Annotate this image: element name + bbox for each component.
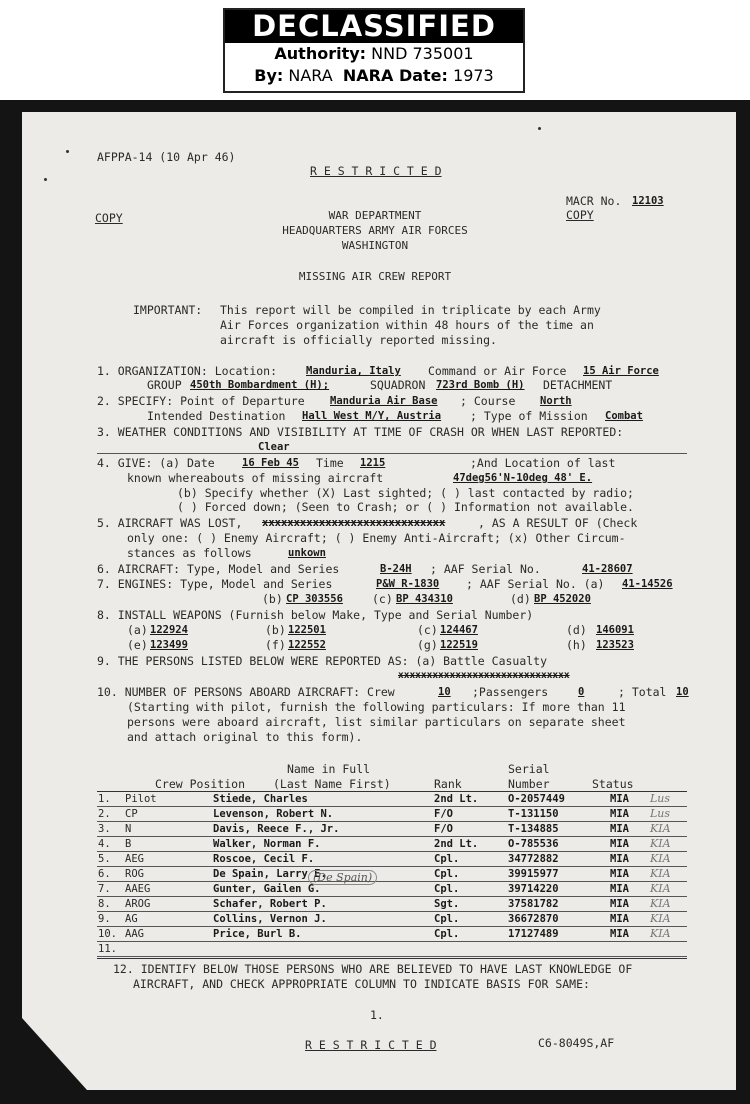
- macr-number: 12103: [632, 195, 664, 207]
- table-top-rule: [97, 791, 687, 792]
- crew-row-handwritten-status: KIA: [650, 912, 671, 925]
- crew-row-serial: 39915977: [508, 868, 559, 880]
- crew-row-status: MIA: [610, 838, 629, 850]
- item8-f-label: (f): [265, 638, 286, 652]
- item7-b-label: (b): [262, 592, 283, 606]
- folded-corner: [22, 1018, 87, 1090]
- crew-row-name: Gunter, Gailen G.: [213, 883, 321, 895]
- item1-group: 450th Bombardment (H);: [190, 379, 330, 391]
- crew-row-serial: 37581782: [508, 898, 559, 910]
- crew-row-rank: 2nd Lt.: [434, 793, 479, 805]
- item1-command-label: Command or Air Force: [428, 364, 567, 378]
- crew-row-status: MIA: [610, 928, 629, 940]
- item5-label: 5. AIRCRAFT WAS LOST,: [97, 516, 243, 530]
- row-rule: [97, 866, 687, 867]
- crew-row-number: 4.: [98, 838, 111, 850]
- table-bottom-rule: [97, 958, 687, 959]
- item10-total: 10: [676, 686, 689, 698]
- item7-serial-label: ; AAF Serial No. (a): [466, 577, 605, 591]
- crew-row-serial: 34772882: [508, 853, 559, 865]
- copy-right: COPY: [566, 208, 594, 222]
- item7-c-label: (c): [372, 592, 393, 606]
- crew-row-handwritten-status: Lus: [650, 807, 671, 820]
- crew-row-position: CP: [125, 808, 138, 820]
- city: WASHINGTON: [341, 239, 409, 252]
- item1-detachment: DETACHMENT: [543, 378, 613, 392]
- row-rule: [97, 806, 687, 807]
- item1-squadron-label: SQUADRON: [370, 378, 426, 392]
- item2-dest-label: Intended Destination: [147, 409, 286, 423]
- item1-squadron: 723rd Bomb (H): [436, 379, 525, 391]
- item6-serial: 41-28607: [582, 563, 633, 575]
- item9-label: 9. THE PERSONS LISTED BELOW WERE REPORTED AS: (a) Battle Casualty: [97, 654, 548, 668]
- crew-row-name: Walker, Norman F.: [213, 838, 321, 850]
- crew-row-name: Davis, Reece F., Jr.: [213, 823, 340, 835]
- row-rule: [97, 821, 687, 822]
- item4-location-label: ;And Location of last: [470, 456, 616, 470]
- crew-row-handwritten-status: Lus: [650, 792, 671, 805]
- item5-line2: only one: ( ) Enemy Aircraft; ( ) Enemy Anti-Aircraft; (x) Other Circum-: [127, 531, 626, 545]
- row-rule: [97, 926, 687, 927]
- item10-total-label: ; Total: [618, 685, 667, 699]
- crew-row-status: MIA: [610, 898, 629, 910]
- item4-time: 1215: [360, 457, 386, 469]
- declassified-stamp: [223, 8, 525, 93]
- item5-struck: xxxxxxxxxxxxxxxxxxxxxxxxxxxxx: [262, 517, 446, 529]
- item8-h-label: (h): [566, 638, 587, 652]
- speck: [66, 150, 69, 153]
- item6-type: B-24H: [380, 563, 412, 575]
- item8-g-label: (g): [417, 638, 438, 652]
- item4-coordinates: 47deg56'N-10deg 48' E.: [453, 472, 593, 484]
- item2-label: 2. SPECIFY: Point of Departure: [97, 394, 305, 408]
- item2-destination: Hall West M/Y, Austria: [302, 410, 442, 422]
- important-line-1: This report will be compiled in triplicate by each Army: [220, 303, 601, 317]
- item4-date: 16 Feb 45: [242, 457, 299, 469]
- despain-handwritten-note: (De Spain): [308, 870, 377, 885]
- crew-row-position: Pilot: [125, 793, 157, 805]
- crew-row-position: AEG: [125, 853, 144, 865]
- crew-row-number: 9.: [98, 913, 111, 925]
- crew-row-rank: 2nd Lt.: [434, 838, 479, 850]
- item3-weather: Clear: [258, 441, 290, 453]
- header-serial-number: Number: [508, 777, 550, 791]
- item3-rule: [97, 453, 687, 454]
- item2-departure: Manduria Air Base: [330, 395, 438, 407]
- item12-line2: AIRCRAFT, AND CHECK APPROPRIATE COLUMN TO INDICATE BASIS FOR SAME:: [133, 977, 590, 991]
- crew-row-handwritten-status: KIA: [650, 927, 671, 940]
- important-line-2: Air Forces organization within 48 hours of the time an: [220, 318, 594, 332]
- crew-row-number: 5.: [98, 853, 111, 865]
- crew-row-rank: Cpl.: [434, 868, 460, 880]
- item7-engine-a: 41-14526: [622, 578, 673, 590]
- item8-f: 122552: [288, 639, 326, 651]
- item10-crew: 10: [438, 686, 451, 698]
- crew-row-position: AAEG: [125, 883, 151, 895]
- item7-d-label: (d): [510, 592, 531, 606]
- crew-row-handwritten-status: KIA: [650, 837, 671, 850]
- speck: [44, 178, 47, 181]
- crew-row-status: MIA: [610, 913, 629, 925]
- item8-a: 122924: [150, 624, 188, 636]
- row-rule: [97, 911, 687, 912]
- crew-row-name: Levenson, Robert N.: [213, 808, 334, 820]
- crew-row-position: AROG: [125, 898, 151, 910]
- stamp-by: By: NARA NARA Date: 1973: [254, 66, 494, 85]
- item5-circumstances: unkown: [288, 547, 326, 559]
- item2-course: North: [540, 395, 572, 407]
- crew-row-number: 2.: [98, 808, 111, 820]
- item10-line4: and attach original to this form).: [127, 730, 363, 744]
- item5-line3: stances as follows: [127, 546, 252, 560]
- item10-line2: (Starting with pilot, furnish the following particulars: If more than 11: [127, 700, 626, 714]
- item2-mission-label: ; Type of Mission: [470, 409, 588, 423]
- header-rank: Rank: [434, 777, 462, 791]
- crew-row-number: 8.: [98, 898, 111, 910]
- important-label: IMPORTANT:: [133, 303, 203, 317]
- header-crew-position: Crew Position: [155, 777, 246, 791]
- crew-row-status: MIA: [610, 823, 629, 835]
- crew-row-handwritten-status: KIA: [650, 852, 671, 865]
- crew-row-rank: Cpl.: [434, 883, 460, 895]
- row-rule: [97, 941, 687, 942]
- important-line-3: aircraft is officially reported missing.: [220, 333, 497, 347]
- crew-row-serial: T-134885: [508, 823, 559, 835]
- item8-b: 122501: [288, 624, 326, 636]
- crew-row-name: De Spain, Larry E.: [213, 868, 327, 880]
- item5-rest: , AS A RESULT OF (Check: [478, 516, 638, 530]
- restricted-top: R E S T R I C T E D: [310, 164, 442, 178]
- form-id: AFPPA-14 (10 Apr 46): [97, 150, 236, 164]
- row-rule: [97, 896, 687, 897]
- item1-location: Manduria, Italy: [306, 365, 401, 377]
- crew-row-serial: O-785536: [508, 838, 559, 850]
- crew-row-status: MIA: [610, 883, 629, 895]
- item8-h: 123523: [596, 639, 634, 651]
- page-number: 1.: [370, 1008, 384, 1022]
- stamp-title: DECLASSIFIED: [225, 10, 523, 43]
- item8-e: 123499: [150, 639, 188, 651]
- crew-row-rank: F/O: [434, 823, 453, 835]
- item3-label: 3. WEATHER CONDITIONS AND VISIBILITY AT TIME OF CRASH OR WHEN LAST REPORTED:: [97, 425, 624, 439]
- crew-row-name: Collins, Vernon J.: [213, 913, 327, 925]
- crew-row-handwritten-status: KIA: [650, 897, 671, 910]
- crew-row-name: Stiede, Charles: [213, 793, 308, 805]
- crew-row-position: AG: [125, 913, 138, 925]
- crew-row-number: 6.: [98, 868, 111, 880]
- crew-row-serial: 17127489: [508, 928, 559, 940]
- crew-row-number: 11.: [98, 943, 117, 955]
- item8-g: 122519: [440, 639, 478, 651]
- crew-row-rank: Sgt.: [434, 898, 460, 910]
- item8-c: 124467: [440, 624, 478, 636]
- war-department: WAR DEPARTMENT: [328, 209, 422, 222]
- crew-row-position: AAG: [125, 928, 144, 940]
- restricted-bottom: R E S T R I C T E D: [305, 1038, 437, 1052]
- item6-label: 6. AIRCRAFT: Type, Model and Series: [97, 562, 340, 576]
- item7-engine-d: BP 452020: [534, 593, 591, 605]
- item8-d: 146091: [596, 624, 634, 636]
- header-serial: Serial: [508, 762, 550, 776]
- item1-command: 15 Air Force: [583, 365, 659, 377]
- crew-row-serial: O-2057449: [508, 793, 565, 805]
- item10-passengers-label: ;Passengers: [472, 685, 549, 699]
- crew-row-name: Price, Burl B.: [213, 928, 302, 940]
- crew-row-rank: Cpl.: [434, 853, 460, 865]
- item8-e-label: (e): [127, 638, 148, 652]
- crew-row-rank: Cpl.: [434, 928, 460, 940]
- crew-row-name: Schafer, Robert P.: [213, 898, 327, 910]
- item8-d-label: (d): [566, 623, 587, 637]
- header-name-in-full: Name in Full: [287, 762, 371, 776]
- header-last-name-first: (Last Name First): [273, 777, 391, 791]
- crew-row-handwritten-status: KIA: [650, 822, 671, 835]
- item10-label: 10. NUMBER OF PERSONS ABOARD AIRCRAFT: Crew: [97, 685, 395, 699]
- crew-row-status: MIA: [610, 808, 629, 820]
- crew-row-name: Roscoe, Cecil F.: [213, 853, 315, 865]
- item8-c-label: (c): [417, 623, 438, 637]
- item10-passengers: 0: [578, 686, 585, 698]
- crew-row-handwritten-status: KIA: [650, 867, 671, 880]
- item7-type: P&W R-1830: [376, 578, 440, 590]
- row-rule: [97, 851, 687, 852]
- item7-engine-c: BP 434310: [396, 593, 453, 605]
- item4-time-label: Time: [316, 456, 344, 470]
- row-rule: [97, 881, 687, 882]
- crew-row-number: 7.: [98, 883, 111, 895]
- item8-b-label: (b): [265, 623, 286, 637]
- stamp-authority: Authority: NND 735001: [274, 44, 474, 63]
- crew-row-serial: 36672870: [508, 913, 559, 925]
- crew-row-serial: T-131150: [508, 808, 559, 820]
- crew-row-position: N: [125, 823, 132, 835]
- copy-left: COPY: [95, 211, 123, 225]
- item10-line3: persons were aboard aircraft, list similar particulars on separate sheet: [127, 715, 626, 729]
- headquarters: HEADQUARTERS ARMY AIR FORCES: [282, 224, 468, 237]
- crew-row-status: MIA: [610, 793, 629, 805]
- item4-b-line2: ( ) Forced down; (Seen to Crash; or ( ) Information not available.: [177, 500, 634, 514]
- header-status: Status: [592, 777, 634, 791]
- item2-mission: Combat: [605, 410, 643, 422]
- crew-row-number: 10.: [98, 928, 117, 940]
- macr-label: MACR No.: [566, 194, 622, 208]
- item2-course-label: ; Course: [460, 394, 516, 408]
- item4-b-line1: (b) Specify whether (X) Last sighted; ( ) last contacted by radio;: [177, 486, 634, 500]
- item12-line1: 12. IDENTIFY BELOW THOSE PERSONS WHO ARE BELIEVED TO HAVE LAST KNOWLEDGE OF: [113, 962, 633, 976]
- crew-row-position: B: [125, 838, 132, 850]
- item8-label: 8. INSTALL WEAPONS (Furnish below Make, Type and Serial Number): [97, 608, 534, 622]
- item4-known: known whereabouts of missing aircraft: [127, 471, 384, 485]
- item1-label: 1. ORGANIZATION: Location:: [97, 364, 278, 378]
- form-code: C6-8049S,AF: [538, 1036, 615, 1050]
- item9-struck: xxxxxxxxxxxxxxxxxxxxxxxxxxxxxx: [398, 670, 570, 681]
- item4-label: 4. GIVE: (a) Date: [97, 456, 215, 470]
- item1-group-label: GROUP: [147, 378, 182, 392]
- crew-row-status: MIA: [610, 853, 629, 865]
- report-title: MISSING AIR CREW REPORT: [298, 270, 452, 283]
- crew-row-rank: F/O: [434, 808, 453, 820]
- item8-a-label: (a): [127, 623, 148, 637]
- crew-row-serial: 39714220: [508, 883, 559, 895]
- crew-row-number: 1.: [98, 793, 111, 805]
- row-rule: [97, 836, 687, 837]
- item7-engine-b: CP 303556: [286, 593, 343, 605]
- crew-row-handwritten-status: KIA: [650, 882, 671, 895]
- item7-label: 7. ENGINES: Type, Model and Series: [97, 577, 333, 591]
- crew-row-status: MIA: [610, 868, 629, 880]
- crew-row-number: 3.: [98, 823, 111, 835]
- item6-serial-label: ; AAF Serial No.: [430, 562, 541, 576]
- crew-row-rank: Cpl.: [434, 913, 460, 925]
- crew-row-position: ROG: [125, 868, 144, 880]
- speck: [538, 127, 541, 130]
- row-rule: [97, 956, 687, 957]
